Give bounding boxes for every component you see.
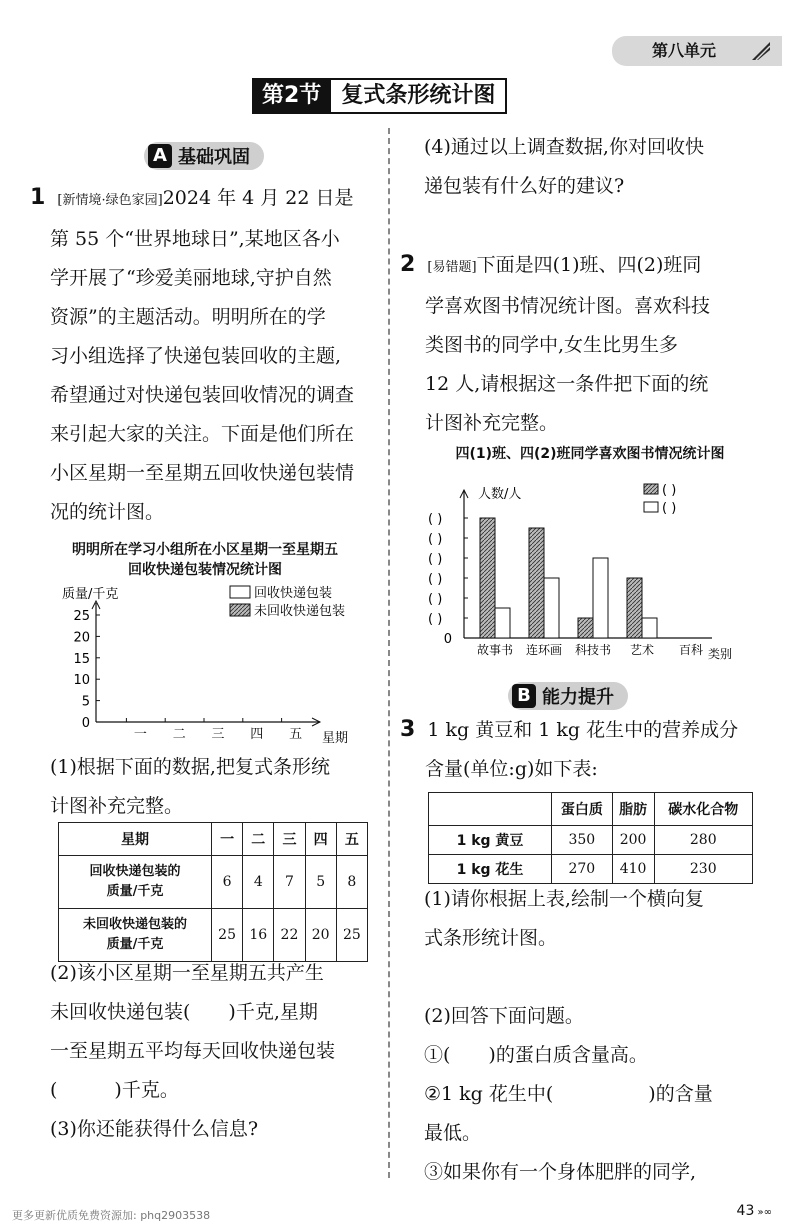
chart2-ytick-label: ( ) [428,572,443,587]
page-number-value: 43 [736,1203,755,1219]
table-row-label: 1 kg 花生 [429,855,552,884]
chart1 [30,580,380,750]
q3-parts [424,880,774,1192]
label-line: 未回收快递包装的 [82,917,187,932]
table-row-label [59,856,212,909]
table3 [428,792,753,884]
unit-tab [612,36,782,66]
q1-line: 小区星期一至星期五回收快递包装情 [50,462,355,484]
q3-intro [400,710,770,789]
chart1-category-label: 三 [211,727,225,742]
q1-number: 1 [30,185,46,210]
badge-letter: A [148,144,172,168]
section-title [252,76,507,116]
table-row-label: 1 kg 黄豆 [429,826,552,855]
q3-line: 含量(单位:g)如下表: [425,758,598,780]
table-row [59,856,368,909]
q2-tag: [易错题] [427,260,477,275]
section-name: 复式条形统计图 [331,78,507,114]
page-number: 43 »∞ [736,1203,772,1219]
chart2-bar-hatched [627,578,642,638]
q1-p1-line: (1)根据下面的数据,把复式条形统 [50,756,330,778]
table-header-cell: 星期 [59,823,212,856]
q3-p1-line: (1)请你根据上表,绘制一个横向复 [424,888,704,910]
table-cell: 200 [612,826,654,855]
table-cell: 20 [305,909,336,962]
chart2-category-label: 故事书 [476,643,514,657]
badge-advanced [508,682,628,710]
q1-p1-line: 计图补充完整。 [50,795,184,817]
table-header-cell: 碳水化合物 [654,793,752,826]
chart2 [412,476,772,666]
table-cell: 22 [274,909,305,962]
chart1-ytick-label: 10 [73,673,90,689]
table-cell: 6 [212,856,243,909]
table-cell: 8 [336,856,367,909]
table-cell: 25 [336,909,367,962]
table-cell: 5 [305,856,336,909]
label-line: 质量/千克 [106,937,164,952]
q3-line: 1 kg 黄豆和 1 kg 花生中的营养成分 [427,719,739,741]
table-header-cell: 四 [305,823,336,856]
q1-line: 资源”的主题活动。明明所在的学 [50,306,326,328]
chart2-bar-white [593,558,608,638]
q1-line: 习小组选择了快递包装回收的主题, [50,345,342,367]
chart1-category-label: 四 [250,727,264,742]
label-line: 质量/千克 [106,884,164,899]
chart2-xlabel: 类别 [708,647,733,661]
q1-part2 [50,954,385,1149]
chart2-category-label: 科技书 [574,643,612,657]
q2-line: 12 人,请根据这一条件把下面的统 [425,373,709,395]
q1-line: 况的统计图。 [50,501,165,523]
badge-label: 基础巩固 [178,147,250,168]
table-cell: 270 [552,855,613,884]
chart2-legend-swatch [644,502,658,512]
q1-line: 来引起大家的关注。下面是他们所在 [50,423,355,445]
q1-p2-line: 一至星期五平均每天回收快递包装 [50,1040,336,1062]
q2-number: 2 [400,252,416,277]
chart2-ytick-label: ( ) [428,592,443,607]
badge-label: 能力提升 [542,687,614,708]
q1-line: 学开展了“珍爱美丽地球,守护自然 [50,267,332,289]
table-cell: 7 [274,856,305,909]
q3-s3-line: ③如果你有一个身体肥胖的同学, [424,1161,697,1183]
chart1-legend-swatch [230,586,250,598]
chart2-legend-label: ( ) [662,483,677,498]
chart1-legend-label: 回收快递包装 [254,586,333,601]
q2 [400,245,770,443]
q1-p3-line: (3)你还能获得什么信息? [50,1118,259,1140]
q3-p2-line: (2)回答下面问题。 [424,1005,584,1027]
chart2-title: 四(1)班、四(2)班同学喜欢图书情况统计图 [455,446,725,462]
q1-part4 [424,128,774,206]
table-cell: 410 [612,855,654,884]
table-header-row [59,823,368,856]
q3-p1-line: 式条形统计图。 [424,927,558,949]
chart2-ytick-label: ( ) [428,612,443,627]
chart2-category-label: 艺术 [629,643,655,657]
chart1-title [30,540,380,580]
chart2-category-label: 百科 [678,643,704,657]
chart1-category-label: 五 [289,727,303,742]
q1-p4-line: (4)通过以上调查数据,你对回收快 [424,136,704,158]
table-cell: 230 [654,855,752,884]
flag-icon [750,40,772,62]
chart2-ytick-label: ( ) [428,512,443,527]
chart1-ytick-label: 5 [81,694,90,710]
table-header-cell: 二 [243,823,274,856]
chart1-ylabel: 质量/千克 [62,587,119,602]
table-cell: 280 [654,826,752,855]
chart2-bar-hatched [578,618,593,638]
table1 [58,822,368,962]
q3-number: 3 [400,717,416,742]
badge-letter: B [512,684,536,708]
q1-p4-line: 递包装有什么好的建议? [424,175,625,197]
table-cell: 4 [243,856,274,909]
q1-p2-line: (2)该小区星期一至星期五共产生 [50,962,324,984]
chart1-title-line: 回收快递包装情况统计图 [128,562,282,578]
table-header-cell [429,793,552,826]
chart1-ytick-label: 20 [73,630,90,646]
q1-line: 2024 年 4 月 22 日是 [162,187,354,209]
label-line: 回收快递包装的 [89,864,181,879]
table-header-cell: 蛋白质 [552,793,613,826]
q1-line: 第 55 个“世界地球日”,某地区各小 [50,228,340,250]
footer-text: 更多更新优质免费资源加: phq2903538 [12,1209,211,1222]
q2-line: 类图书的同学中,女生比男生多 [425,334,679,356]
chart1-ytick-label: 15 [73,651,90,667]
q2-line: 计图补充完整。 [425,412,559,434]
table-header-row [429,793,753,826]
chart1-category-label: 一 [133,727,147,742]
q1-p2-line: 未回收快递包装( )千克,星期 [50,1001,318,1023]
section-number: 第2节 [252,78,331,114]
table-header-cell: 脂肪 [612,793,654,826]
q2-line: 学喜欢图书情况统计图。喜欢科技 [425,295,711,317]
chart2-ylabel: 人数/人 [478,487,522,502]
chart2-bar-hatched [529,528,544,638]
q3-s2-line: 最低。 [424,1122,482,1144]
table-header-cell: 三 [274,823,305,856]
chart2-bar-hatched [480,518,495,638]
chart2-ytick-label: ( ) [428,532,443,547]
q1-line: 希望通过对快递包装回收情况的调查 [50,384,355,406]
chart1-category-label: 二 [172,727,186,742]
chart1-ytick-label: 25 [73,609,90,624]
table-cell: 25 [212,909,243,962]
unit-label: 第八单元 [652,41,717,60]
table-header-cell: 一 [212,823,243,856]
badge-basic [144,142,264,170]
table-cell: 350 [552,826,613,855]
chart1-title-line: 明明所在学习小组所在小区星期一至星期五 [72,542,338,558]
q3-s1-line: ①( )的蛋白质含量高。 [424,1044,648,1066]
chart1-legend-label: 未回收快递包装 [254,604,346,619]
table-cell: 16 [243,909,274,962]
table-row [429,826,753,855]
chart2-legend-swatch [644,484,658,494]
q1-tag: [新情境·绿色家园] [57,193,163,208]
q2-line: 下面是四(1)班、四(2)班同 [476,254,702,276]
chart1-legend-swatch [230,604,250,616]
chart2-bar-white [495,608,510,638]
chart2-bar-white [642,618,657,638]
q1-part1 [50,748,385,826]
q1-intro [30,178,380,532]
chart2-bar-white [544,578,559,638]
chart2-category-label: 连环画 [525,643,563,657]
chart1-ytick-label: 0 [81,716,90,731]
q3-s2-line: ②1 kg 花生中( )的含量 [424,1083,713,1105]
chart2-ytick-label: ( ) [428,552,443,567]
table-header-cell: 五 [336,823,367,856]
q1-p2-line: ( )千克。 [50,1079,179,1101]
chart2-zero-label: 0 [443,632,452,647]
column-divider [388,128,390,1178]
chart1-xlabel: 星期 [322,731,349,746]
chart2-legend-label: ( ) [662,501,677,516]
